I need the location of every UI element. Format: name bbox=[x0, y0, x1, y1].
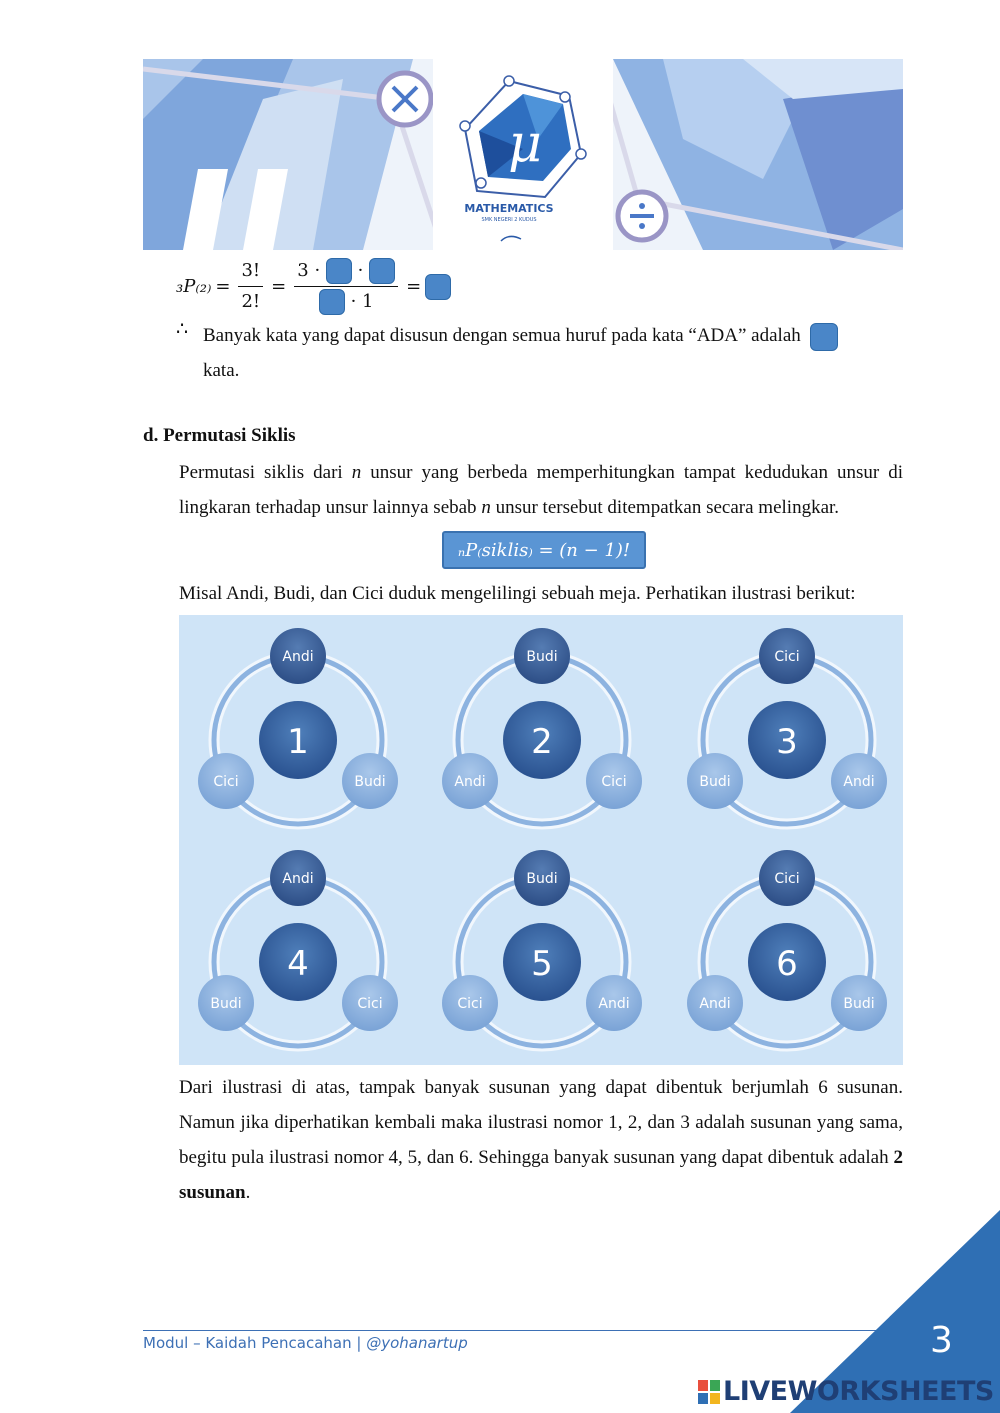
equals-sign: = bbox=[271, 276, 287, 297]
arrangement-number: 6 bbox=[776, 944, 798, 984]
conclusion-symbol: ∴ bbox=[176, 319, 189, 340]
arrangement-2 bbox=[442, 628, 642, 824]
formula-text: ₙP₍siklis₎ = (n − 1)! bbox=[457, 539, 631, 561]
fraction-denominator bbox=[316, 287, 377, 315]
seat-name: Budi bbox=[210, 996, 242, 1012]
footer-handle: @yohanartup bbox=[366, 1334, 468, 1352]
arrangement-number: 3 bbox=[776, 722, 798, 762]
seat-name: Andi bbox=[699, 996, 731, 1012]
fraction-factorial bbox=[238, 258, 263, 315]
equation-lhs: ₃P₍₂₎ bbox=[176, 276, 212, 297]
seat-name: Andi bbox=[282, 649, 314, 665]
fraction-numerator: 3! bbox=[238, 258, 263, 287]
seat-name: Cici bbox=[357, 996, 383, 1012]
section-heading: d. Permutasi Siklis bbox=[143, 425, 296, 446]
arrangement-1 bbox=[198, 628, 398, 824]
arrangement-4 bbox=[198, 850, 398, 1046]
conclusion-unit: kata. bbox=[203, 360, 240, 381]
seat-name: Andi bbox=[282, 871, 314, 887]
seat-name: Cici bbox=[774, 871, 800, 887]
header-banner bbox=[143, 59, 903, 250]
arrangement-number: 5 bbox=[531, 944, 553, 984]
fraction-denominator: 2! bbox=[241, 291, 261, 312]
permutation-equation bbox=[176, 258, 451, 315]
banner-artwork bbox=[143, 59, 903, 250]
paragraph-explanation: Dari ilustrasi di atas, tampak banyak susunan yang dapat dibentuk berjumlah 6 susunan. Namun jika diperhatikan kembali maka ilustrasi nomor 1, 2, dan 3 adalah susunan yang sama, begitu pula ilustrasi nomor 4, 5, dan 6. Sehingga banyak susunan yang dapat dibentuk adalah 2 susunan. bbox=[179, 1077, 904, 1203]
numerator-prefix: 3 · bbox=[297, 260, 321, 281]
seat-name: Cici bbox=[457, 996, 483, 1012]
arrangement-number: 1 bbox=[287, 722, 309, 762]
denominator-suffix: · 1 bbox=[350, 291, 374, 312]
fraction-numerator bbox=[294, 258, 398, 287]
paragraph-example: Misal Andi, Budi, dan Cici duduk mengelilingi sebuah meja. Perhatikan ilustrasi berikut: bbox=[179, 583, 856, 604]
answer-blank-1[interactable] bbox=[326, 258, 352, 284]
logo-subtitle: SMK NEGERI 2 KUDUS bbox=[481, 217, 537, 223]
page-number: 3 bbox=[930, 1320, 953, 1361]
liveworksheets-brand[interactable] bbox=[698, 1376, 994, 1407]
seat-name: Cici bbox=[774, 649, 800, 665]
conclusion-sentence: Banyak kata yang dapat disusun dengan semua huruf pada kata “ADA” adalah bbox=[203, 325, 801, 346]
liveworksheets-logo-icon bbox=[698, 1380, 720, 1404]
seat-name: Budi bbox=[843, 996, 875, 1012]
arrangement-3 bbox=[687, 628, 887, 824]
answer-highlight: 2 susunan bbox=[179, 1147, 904, 1203]
seat-name: Budi bbox=[526, 871, 558, 887]
arrangement-number: 4 bbox=[287, 944, 309, 984]
logo-symbol: μ bbox=[508, 114, 542, 174]
formula-box bbox=[442, 531, 646, 569]
footer-divider bbox=[143, 1330, 903, 1331]
seating-diagram bbox=[179, 615, 903, 1065]
paragraph-definition: Permutasi siklis dari n unsur yang berbeda memperhitungkan tampat kedudukan unsur di lingkaran terhadap unsur lainnya sebab n unsur tersebut ditempatkan secara melingkar. bbox=[179, 462, 904, 518]
answer-blank-5[interactable] bbox=[810, 323, 838, 351]
answer-blank-2[interactable] bbox=[369, 258, 395, 284]
seat-name: Cici bbox=[213, 774, 239, 790]
answer-blank-4[interactable] bbox=[425, 274, 451, 300]
arrangement-5 bbox=[442, 850, 642, 1046]
logo-title: MATHEMATICS bbox=[464, 202, 554, 215]
seat-name: Cici bbox=[601, 774, 627, 790]
brand-text: LIVEWORKSHEETS bbox=[723, 1376, 994, 1407]
answer-blank-3[interactable] bbox=[319, 289, 345, 315]
seating-illustration bbox=[179, 615, 903, 1065]
seat-name: Andi bbox=[598, 996, 630, 1012]
equals-sign: = bbox=[406, 276, 422, 297]
arrangement-number: 2 bbox=[531, 722, 553, 762]
seat-name: Budi bbox=[354, 774, 386, 790]
footer-text: Modul – Kaidah Pencacahan | @yohanartup bbox=[143, 1334, 468, 1352]
seat-name: Andi bbox=[843, 774, 875, 790]
seat-name: Andi bbox=[454, 774, 486, 790]
conclusion-text bbox=[203, 318, 903, 388]
seat-name: Budi bbox=[526, 649, 558, 665]
seat-name: Budi bbox=[699, 774, 731, 790]
equals-sign: = bbox=[215, 276, 231, 297]
fraction-expanded bbox=[294, 258, 398, 315]
dot-operator: · bbox=[357, 260, 364, 281]
arrangement-6 bbox=[687, 850, 887, 1046]
